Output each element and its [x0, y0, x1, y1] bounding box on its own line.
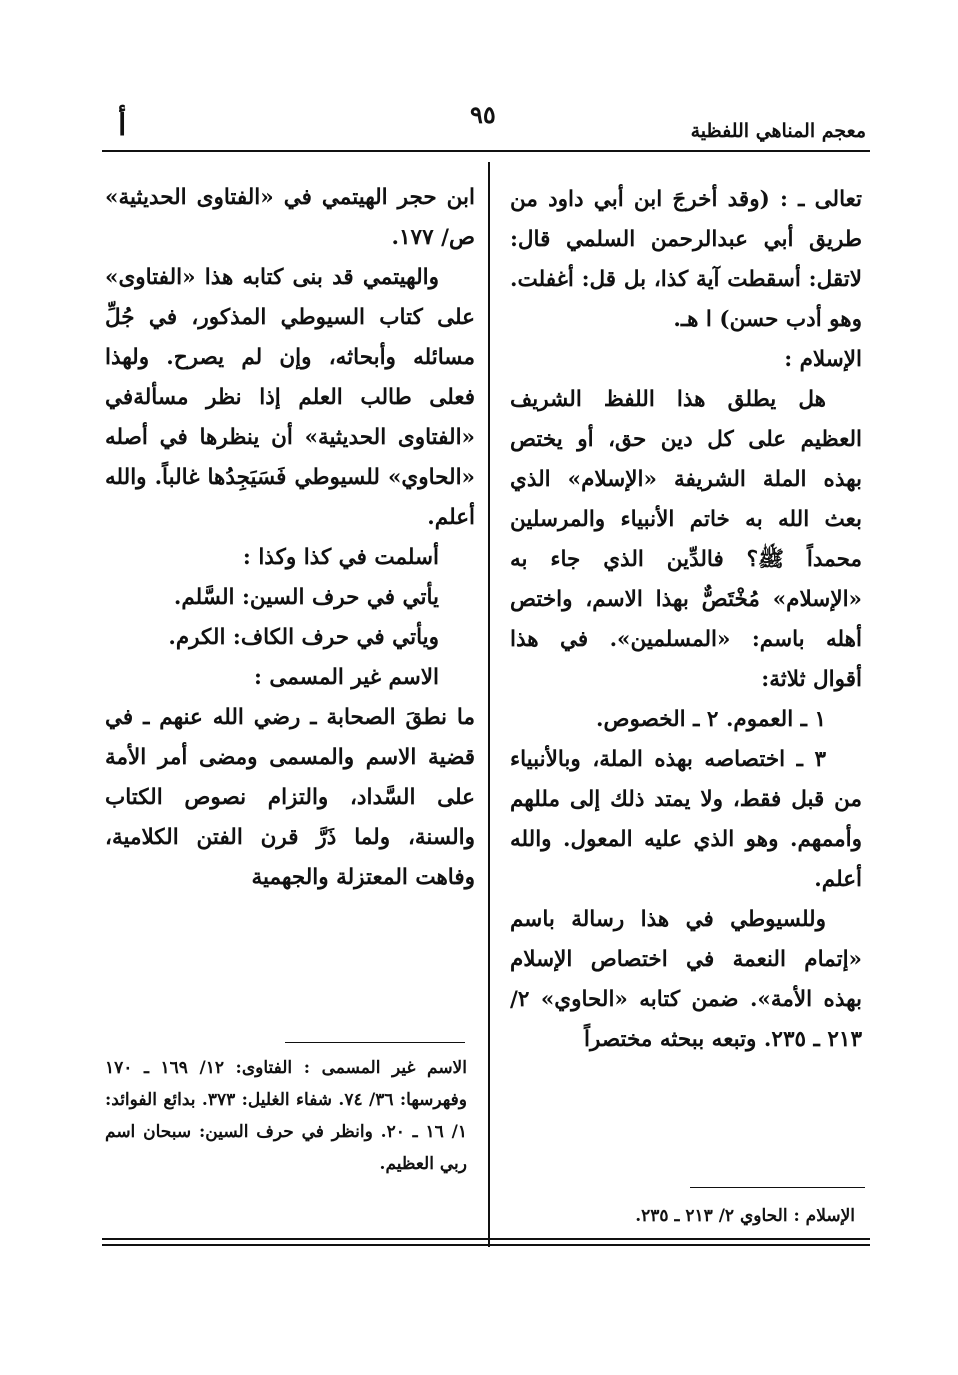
header-rule	[102, 150, 870, 152]
left-footnote-rule	[285, 1042, 465, 1043]
section-letter: أ	[118, 108, 127, 143]
right-footnote: الإسلام : الحاوي ٢/ ٢١٣ ـ ٢٣٥.	[635, 1206, 855, 1226]
running-header-title: معجم المناهي اللفظية	[690, 120, 866, 142]
left-paragraph-1: ابن حجر الهيتمي في «الفتاوى الحديثية» ص/ ١٧٧.	[105, 185, 475, 250]
right-paragraph-4: وللسيوطي في هذا رسالة باسم «إتمام النعمة في اختصاص الإسلام بهذه الأمة». ضمن كتابه «الحاوي» ٢/ ٢١٣ ـ ٢٣٥. وتبعه ببحثه مختصراً	[510, 907, 862, 1052]
cross-reference-1: يأتي في حرف السين: السَّلم.	[173, 585, 439, 610]
right-list-line: ١ ـ العموم. ٢ ـ الخصوص.	[595, 707, 826, 732]
right-paragraph-1: تعالى ـ : (وقد أخرجَ ابن أبي داود من طريق أبي عبدالرحمن السلمي قال: لاتقل: أسقطت آية كذا، بل قل: أغفلت. وهو أدب حسن) ا هـ.	[510, 187, 862, 332]
entry-heading-ism: الاسم غير المسمى :	[253, 665, 439, 690]
left-paragraph-3: ما نطقَ الصحابة ـ رضي الله عنهم ـ في قضية الاسم والمسمى ومضى أمر الأمة على السَّداد، والتزام نصوص الكتاب والسنة، ولما ذَرَّ قرن الفتن الكلامية، وفاهت المعتزلة والجهمية	[105, 705, 475, 890]
column-separator	[488, 162, 490, 1247]
cross-reference-2: ويأتي في حرف الكاف: الكرم.	[168, 625, 439, 650]
left-column	[105, 178, 475, 898]
entry-heading-aslamtu: أسلمت في كذا وكذا :	[242, 545, 439, 570]
footer-rule-2	[102, 1244, 870, 1246]
right-paragraph-2: هل يطلق هذا اللفظ الشريف العظيم على كل دين حق، أو يختص بهذه الملة الشريفة «الإسلام» الذي بعث الله به خاتم الأنبياء والمرسلين محمداً ﷺ؟ فالدِّين الذي جاء به «الإسلام» مُخْتَصٌّ بهذا الاسم، واختص أهله باسم: «المسلمين». في هذا أقوال ثلاثة:	[510, 387, 862, 692]
left-footnote: الاسم غير المسمى : الفتاوى: ١٢/ ١٦٩ ـ ١٧٠ وفهرسها: ٣٦/ ٧٤. شفاء الغليل: ٣٧٣. بدائع الفوائد: ١/ ١٦ ـ ٢٠. وانظر في حرف السين: سبحان اسم ربي العظيم.	[105, 1058, 468, 1174]
page-number: ٩٥	[470, 100, 496, 129]
entry-heading-islam: الإسلام :	[784, 347, 862, 372]
right-column	[510, 180, 862, 1060]
left-paragraph-2: والهيتمي قد بنى كتابه هذا «الفتاوى» على كتاب السيوطي المذكور، في جُلِّ مسائله وأبحاثه، وإن لم يصرح. ولهذا فعلى طالب العلم إذا نظر مسألةفي «الفتاوى الحديثية» أن ينظرها في أصله «الحاوي» للسيوطي فَسَيَجِدُها غالباً. والله أعلم.	[105, 265, 475, 530]
footer-rule-1	[102, 1238, 870, 1240]
right-footnote-rule	[690, 1187, 865, 1188]
right-paragraph-3: ٣ ـ اختصاصه بهذه الملة، وبالأنبياء من قبل فقط، ولا يمتد ذلك إلى مللهم وأممهم. وهو الذي عليه المعول. والله أعلم.	[510, 747, 862, 892]
